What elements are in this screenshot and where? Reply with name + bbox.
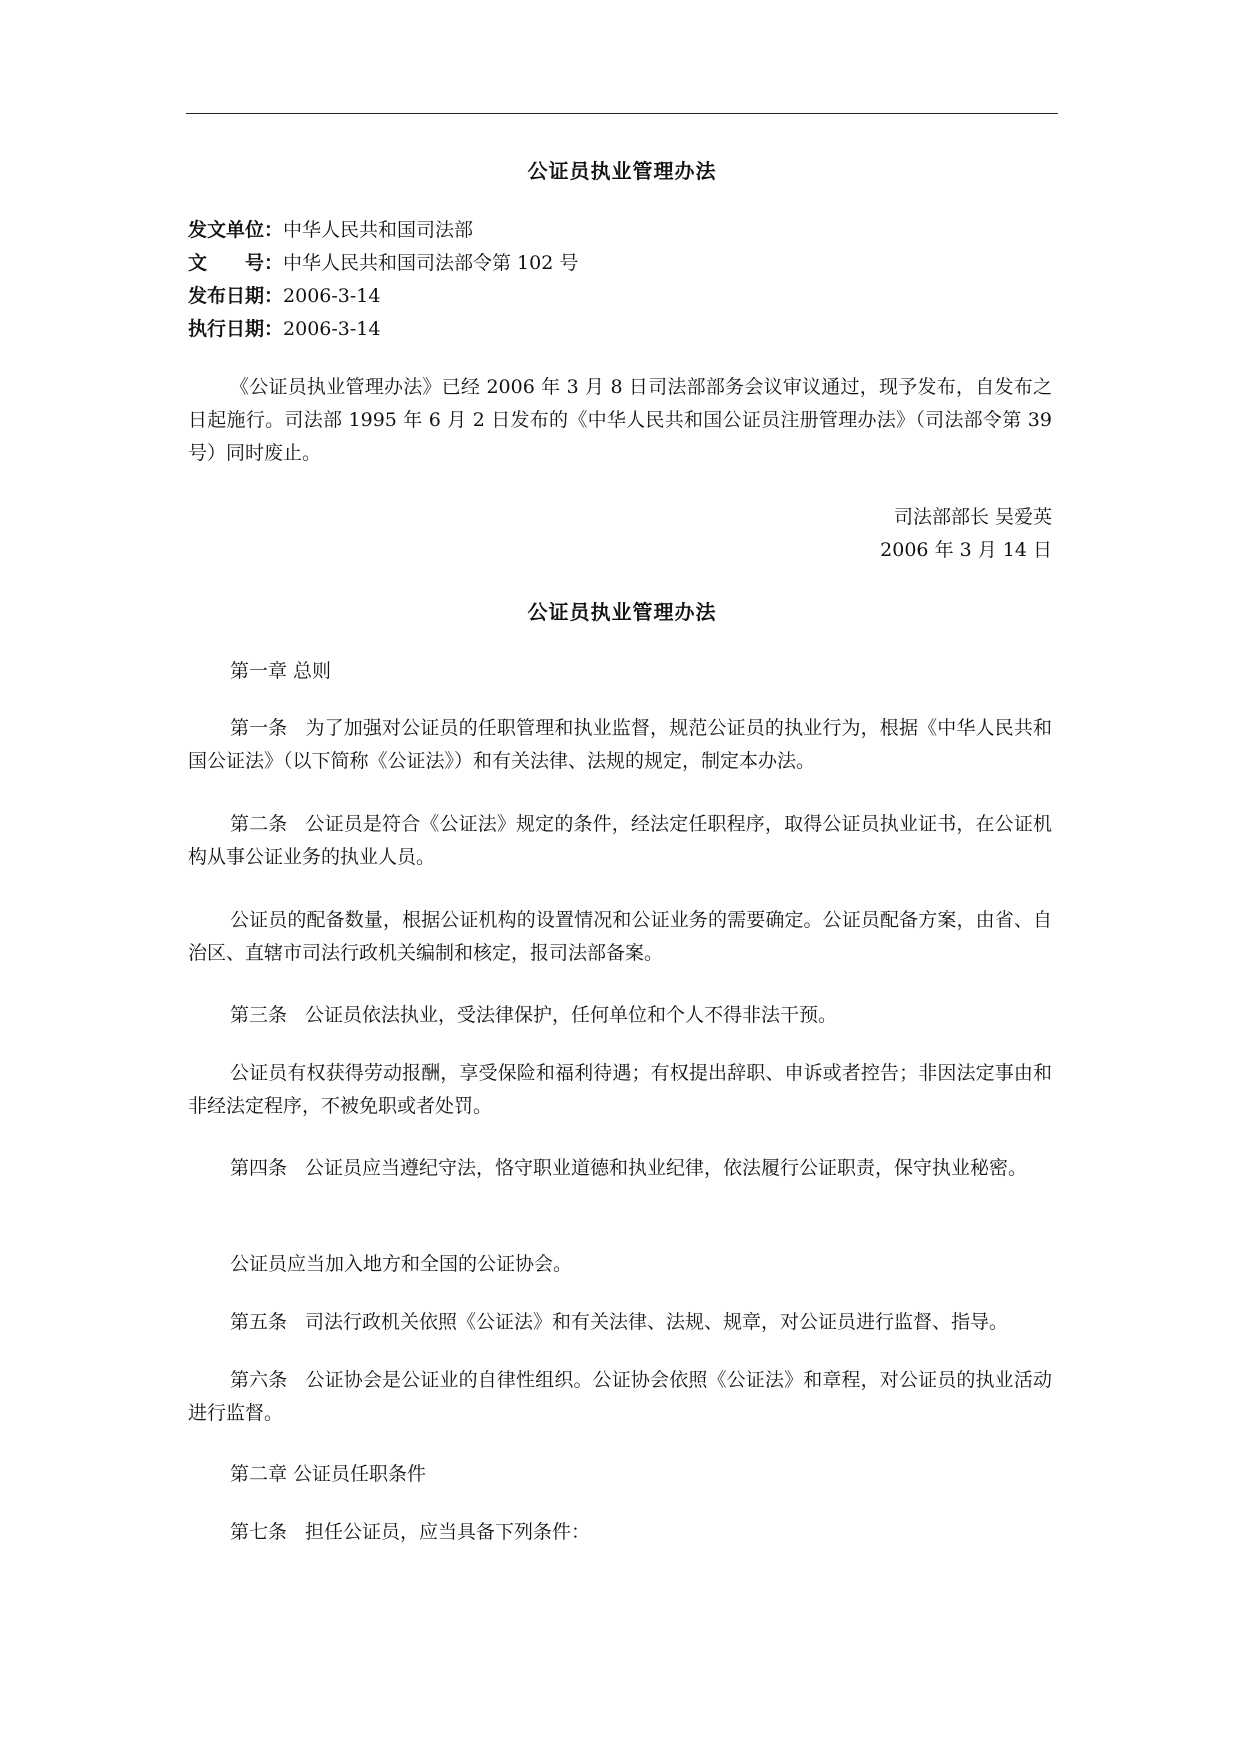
signer: 司法部部长 吴爱英 bbox=[893, 506, 1052, 528]
article-7 bbox=[188, 1516, 1052, 1549]
meta-issuer bbox=[188, 215, 473, 242]
article-number: 第六条 bbox=[230, 1369, 288, 1391]
meta-value: 中华人民共和国司法部令第 102 号 bbox=[283, 252, 579, 274]
article-text: 担任公证员，应当具备下列条件： bbox=[305, 1521, 591, 1543]
article-5 bbox=[188, 1306, 1052, 1339]
article-6 bbox=[188, 1364, 1052, 1430]
meta-label: 发布日期： bbox=[188, 285, 284, 307]
article-2-paragraph-2: 公证员的配备数量，根据公证机构的设置情况和公证业务的需要确定。公证员配备方案，由省、自治区、直辖市司法行政机关编制和核定，报司法部备案。 bbox=[188, 909, 1052, 964]
header-rule bbox=[186, 113, 1058, 114]
article-text: 公证员是符合《公证法》规定的条件，经法定任职程序，取得公证员执业证书，在公证机构从事公证业务的执业人员。 bbox=[188, 813, 1052, 868]
meta-doc-number bbox=[188, 248, 578, 275]
chapter-1-heading: 第一章 总则 bbox=[230, 660, 332, 682]
meta-value: 2006-3-14 bbox=[283, 318, 381, 340]
article-text: 为了加强对公证员的任职管理和执业监督，规范公证员的执业行为，根据《中华人民共和国公证法》（以下简称《公证法》）和有关法律、法规的规定，制定本办法。 bbox=[188, 717, 1052, 772]
preamble-paragraph: 《公证员执业管理办法》已经 2006 年 3 月 8 日司法部部务会议审议通过，现予发布，自发布之日起施行。司法部 1995 年 6 月 2 日发布的《中华人民共和国公证员注册管理办法》（司法部令第 39 号）同时废止。 bbox=[188, 376, 1052, 464]
article-number: 第五条 bbox=[230, 1311, 288, 1333]
body-title: 公证员执业管理办法 bbox=[527, 600, 717, 624]
meta-label: 文 号： bbox=[188, 252, 284, 274]
article-2 bbox=[188, 808, 1052, 874]
meta-value: 中华人民共和国司法部 bbox=[283, 219, 474, 241]
article-3 bbox=[188, 999, 1052, 1032]
article-text: 公证员应当遵纪守法，恪守职业道德和执业纪律，依法履行公证职责，保守执业秘密。 bbox=[305, 1157, 1028, 1179]
article-number: 第四条 bbox=[230, 1157, 288, 1179]
meta-label: 执行日期： bbox=[188, 318, 284, 340]
meta-value: 2006-3-14 bbox=[283, 285, 381, 307]
article-number: 第一条 bbox=[230, 717, 288, 739]
article-4-paragraph-2: 公证员应当加入地方和全国的公证协会。 bbox=[230, 1253, 573, 1275]
sign-date: 2006 年 3 月 14 日 bbox=[880, 539, 1052, 561]
chapter-2-heading: 第二章 公证员任职条件 bbox=[230, 1463, 427, 1485]
article-1 bbox=[188, 712, 1052, 778]
meta-effective-date bbox=[188, 314, 380, 341]
article-3-paragraph-2: 公证员有权获得劳动报酬，享受保险和福利待遇；有权提出辞职、申诉或者控告；非因法定事由和非经法定程序，不被免职或者处罚。 bbox=[188, 1062, 1052, 1117]
article-number: 第七条 bbox=[230, 1521, 288, 1543]
document-title: 公证员执业管理办法 bbox=[527, 159, 717, 183]
article-number: 第二条 bbox=[230, 813, 288, 835]
article-4 bbox=[188, 1152, 1052, 1185]
meta-label: 发文单位： bbox=[188, 219, 284, 241]
article-text: 公证协会是公证业的自律性组织。公证协会依照《公证法》和章程，对公证员的执业活动进行监督。 bbox=[188, 1369, 1052, 1424]
article-text: 司法行政机关依照《公证法》和有关法律、法规、规章，对公证员进行监督、指导。 bbox=[305, 1311, 1009, 1333]
article-number: 第三条 bbox=[230, 1004, 288, 1026]
meta-publish-date bbox=[188, 281, 380, 308]
article-text: 公证员依法执业，受法律保护，任何单位和个人不得非法干预。 bbox=[305, 1004, 838, 1026]
